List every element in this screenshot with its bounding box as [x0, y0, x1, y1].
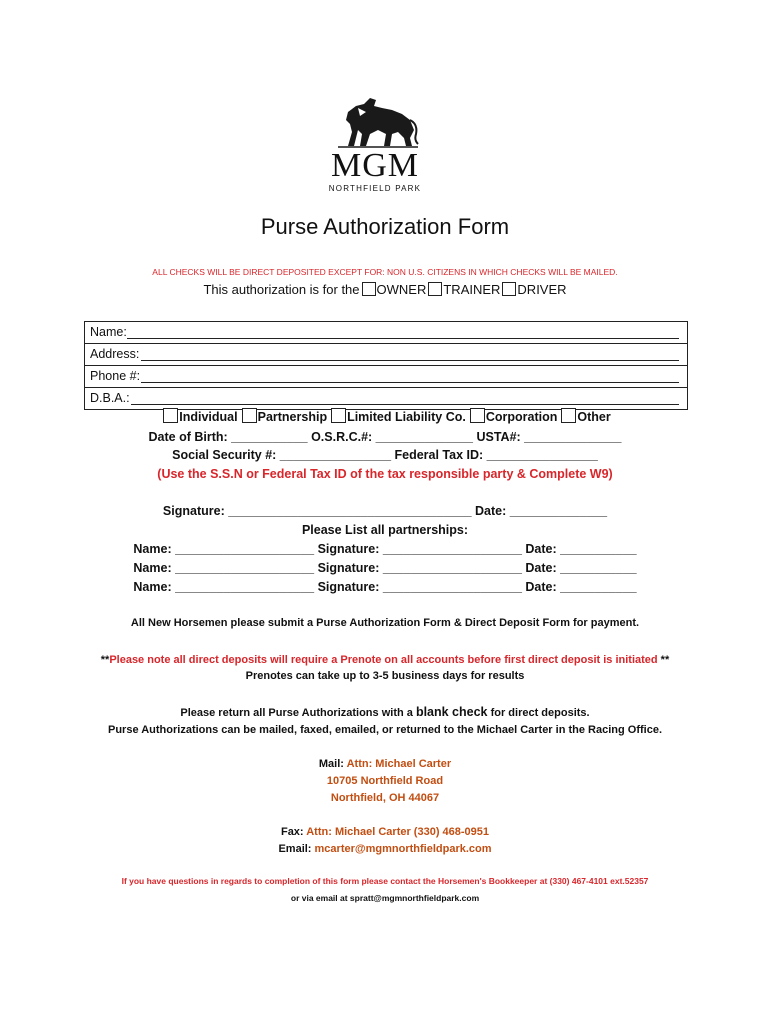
prenote-note: Please note all direct deposits will require a Prenote on all accounts before first direct deposit is initiated [109, 654, 658, 666]
partnerships-heading: Please List all partnerships: [301, 523, 469, 537]
driver-checkbox[interactable] [502, 282, 516, 296]
lion-icon [330, 94, 420, 150]
page-title: Purse Authorization Form [260, 214, 510, 239]
owner-checkbox[interactable] [362, 282, 376, 296]
other-label: Other [577, 410, 611, 424]
deposit-notice: ALL CHECKS WILL BE DIRECT DEPOSITED EXCEPT FOR: NON U.S. CITIZENS IN WHICH CHECKS WILL BE MAILED. [152, 267, 618, 277]
mgm-logo [318, 94, 432, 194]
partnership-checkbox[interactable] [242, 408, 257, 423]
email-line [0, 841, 770, 857]
individual-checkbox[interactable] [163, 408, 178, 423]
prenote-stars-right: ** [657, 654, 670, 666]
prenote-stars-left: ** [100, 654, 110, 666]
llc-label: Limited Liability Co. [347, 410, 466, 424]
ssn-tax-id-line[interactable]: Social Security #: ________________ Federal Tax ID: ________________ [172, 448, 598, 462]
corporation-checkbox[interactable] [470, 408, 485, 423]
name-field[interactable] [85, 322, 687, 344]
partner-row[interactable]: Name: ____________________ Signature: ____________________ Date: ___________ [133, 561, 637, 575]
authorization-role-line [0, 281, 770, 299]
return-instruction [0, 704, 770, 721]
individual-label: Individual [179, 410, 238, 424]
bookkeeper-contact: If you have questions in regards to completion of this form please contact the Horsemen's Bookkeeper at (330) 467-4101 ext.52357 [121, 876, 649, 886]
trainer-checkbox[interactable] [428, 282, 442, 296]
dba-field[interactable] [85, 388, 687, 409]
partner-row[interactable]: Name: ____________________ Signature: ____________________ Date: ___________ [133, 580, 637, 594]
phone-field[interactable] [85, 366, 687, 388]
return-suffix: for direct deposits. [487, 707, 590, 719]
dob-osrc-usta-line[interactable]: Date of Birth: ___________ O.S.R.C.#: ______________ USTA#: ______________ [148, 430, 622, 444]
mail-street: 10705 Northfield Road [326, 775, 444, 787]
dba-underline [131, 404, 679, 405]
dba-label: D.B.A.: [90, 391, 130, 405]
name-label: Name: [90, 325, 127, 339]
email-link[interactable]: mcarter@mgmnorthfieldpark.com [314, 843, 492, 855]
partner-row[interactable]: Name: ____________________ Signature: ____________________ Date: ___________ [133, 542, 637, 556]
return-emphasis: blank check [415, 705, 488, 719]
driver-label: DRIVER [517, 282, 567, 297]
phone-label: Phone #: [90, 369, 141, 383]
owner-label: OWNER [376, 282, 427, 297]
name-underline [127, 338, 679, 339]
phone-underline [141, 382, 679, 383]
logo-subtitle: NORTHFIELD PARK [328, 184, 422, 193]
llc-checkbox[interactable] [331, 408, 346, 423]
signature-date-line[interactable]: Signature: ___________________________________ Date: ______________ [162, 504, 608, 518]
mail-city: Northfield, OH 44067 [330, 792, 440, 804]
fax-line [0, 824, 770, 840]
authorization-prefix: This authorization is for the [203, 282, 360, 297]
return-prefix: Please return all Purse Authorizations with a [180, 707, 416, 719]
corporation-label: Corporation [485, 410, 558, 424]
mail-attn-line [0, 756, 770, 772]
prenote-days: Prenotes can take up to 3-5 business days for results [245, 670, 525, 682]
prenote-notice [0, 652, 770, 668]
new-horsemen-instruction: All New Horsemen please submit a Purse Authorization Form & Direct Deposit Form for payment. [130, 617, 640, 629]
mail-label: Mail: [318, 758, 347, 770]
address-field[interactable] [85, 344, 687, 366]
alt-email-line[interactable]: or via email at spratt@mgmnorthfieldpark.com [290, 893, 480, 903]
trainer-label: TRAINER [443, 282, 501, 297]
logo-brand-text: MGM [330, 147, 420, 184]
email-label: Email: [278, 843, 315, 855]
other-checkbox[interactable] [561, 408, 576, 423]
mail-attn: Attn: Michael Carter [346, 758, 452, 770]
partnership-label: Partnership [257, 410, 328, 424]
address-underline [141, 360, 679, 361]
address-label: Address: [90, 347, 140, 361]
return-methods: Purse Authorizations can be mailed, faxed, emailed, or returned to the Michael Carter in the Racing Office. [108, 724, 662, 736]
entity-type-row [0, 408, 770, 426]
fax-value: Attn: Michael Carter (330) 468-0951 [306, 826, 490, 838]
tax-id-note: (Use the S.S.N or Federal Tax ID of the tax responsible party & Complete W9) [157, 467, 613, 481]
fax-label: Fax: [280, 826, 307, 838]
contact-field-table [84, 321, 688, 410]
